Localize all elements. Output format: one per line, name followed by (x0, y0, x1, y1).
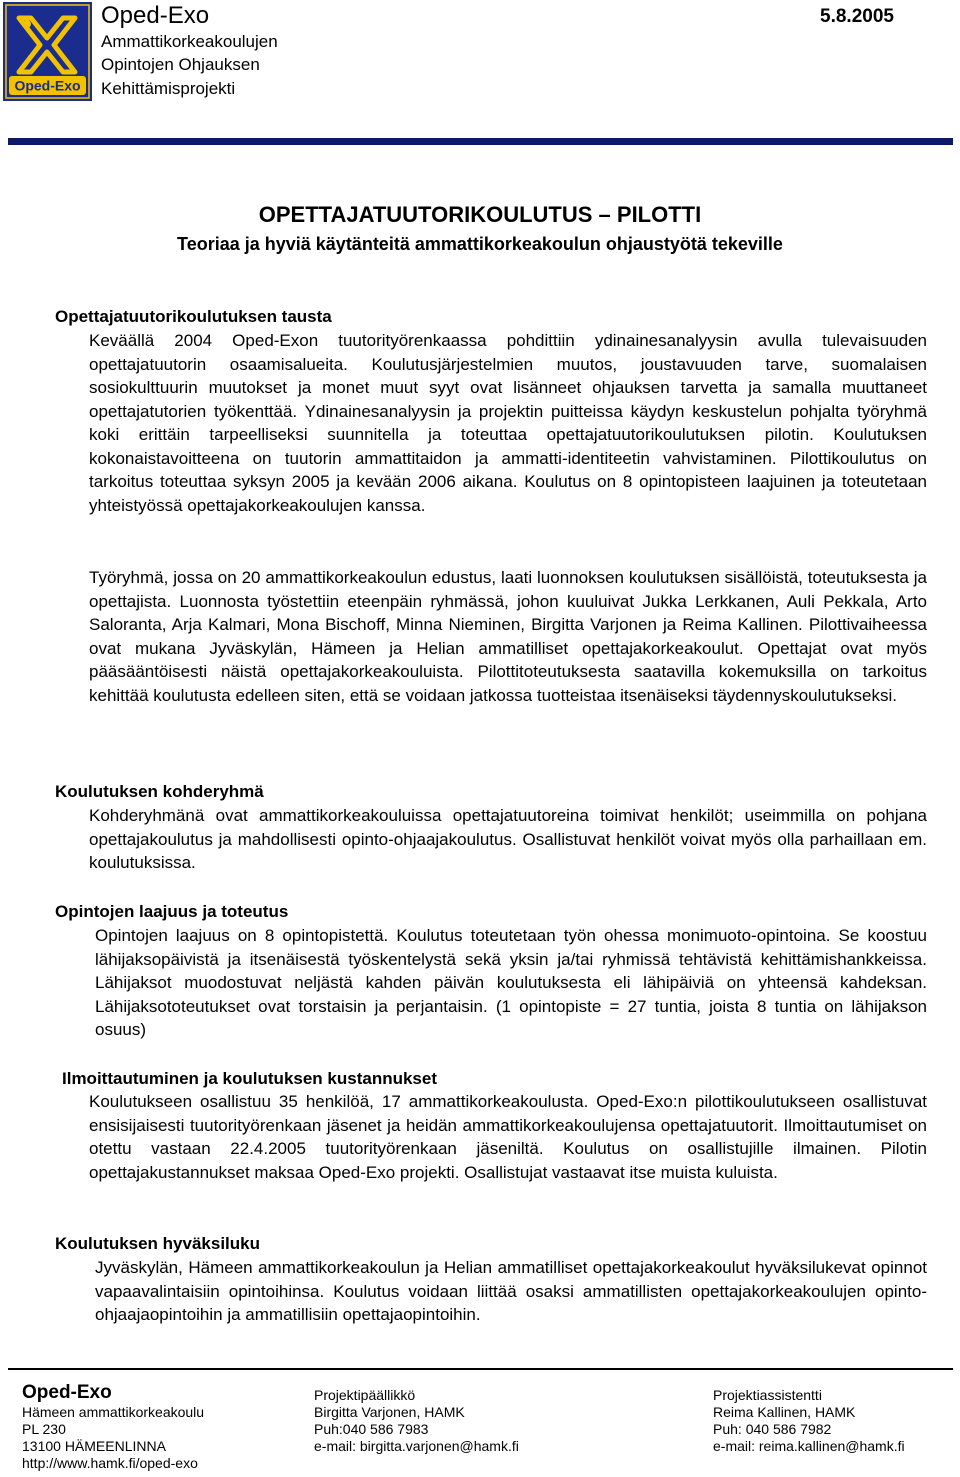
footer-org-line: PL 230 (22, 1421, 66, 1437)
section-paragraph-tausta-2: Työryhmä, jossa on 20 ammattikorkeakoulun edustus, laati luonnoksen koulutuksen sisällöistä, toteutuksesta ja opettajista. Luonnosta työstettiin eteenpäin ryhmässä, johon kuuluivat Jukka Lerkkanen, Auli Pekkala, Arto Saloranta, Arja Kalmari, Mona Bischoff, Minna Nieminen, Birgitta Varjonen ja Reima Kallinen. Pilottivaiheessa ovat mukana Jyväskylän, Hämeen ja Helian ammatilliset opettajakorkeakoulut. Opettajat ovat myös pääsääntöisesti näistä opettajakorkeakouluista. Pilottitoteutuksesta saatavilla kokemuksilla on tarkoitus kehittää koulutusta edelleen siten, että se voidaan jatkossa tuotteistaa itsenäiseksi täydennyskoulutukseksi. (89, 568, 927, 705)
footer-assistant-phone: Puh: 040 586 7982 (713, 1421, 832, 1437)
footer-assistant-email-link[interactable]: e-mail: reima.kallinen@hamk.fi (713, 1438, 905, 1454)
header-divider (8, 138, 953, 145)
footer-org-line: 13100 HÄMEENLINNA (22, 1438, 166, 1454)
header-title: Oped-Exo (101, 2, 210, 29)
header-subtitle-line-2: Opintojen Ohjauksen (101, 55, 260, 74)
section-heading-kohderyhma: Koulutuksen kohderyhmä (55, 782, 264, 801)
footer-manager-name: Birgitta Varjonen, HAMK (314, 1404, 465, 1420)
footer-assistant (713, 1387, 905, 1455)
section-paragraph-hyvaksiluku: Jyväskylän, Hämeen ammattikorkeakoulun ja Helian ammatilliset opettajakorkeakoulut hyväksilukevat opinnot vapaavalintaisiin opintoihinsa. Koulutus voidaan liittää osaksi ammatillisten opettajakorkeakoulujen opinto-ohjaajaopintoihin ja ammatillisiin opettajaopintoihin. (95, 1258, 927, 1324)
footer-manager-email-link[interactable]: e-mail: birgitta.varjonen@hamk.fi (314, 1438, 519, 1454)
section-paragraph-kohderyhma: Kohderyhmänä ovat ammattikorkeakouluissa opettajatuutoreina toimivat henkilöt; useimmilla on pohjana opettajakoulutus ja mahdollisesti opinto-ohjaajakoulutus. Osallistuvat henkilöt voivat myös olla parhaillaan em. koulutuksissa. (89, 806, 927, 872)
section-heading-hyvaksiluku: Koulutuksen hyväksiluku (55, 1234, 260, 1253)
footer-org-line: Hämeen ammattikorkeakoulu (22, 1404, 205, 1420)
header-date: 5.8.2005 (820, 6, 894, 27)
footer-divider (8, 1368, 953, 1370)
oped-exo-logo (3, 2, 92, 101)
footer-org-name: Oped-Exo (22, 1382, 112, 1403)
header-subtitle-line-1: Ammattikorkeakoulujen (101, 32, 278, 51)
footer-org-website-link[interactable]: http://www.hamk.fi/oped-exo (22, 1455, 198, 1471)
footer-assistant-name: Reima Kallinen, HAMK (713, 1404, 856, 1420)
footer-manager (314, 1387, 519, 1455)
document-subtitle: Teoriaa ja hyviä käytänteitä ammattikorkeakoulun ohjaustyötä tekeville (177, 234, 783, 254)
section-heading-tausta: Opettajatuutorikoulutuksen tausta (55, 307, 332, 326)
footer-assistant-role: Projektiassistentti (713, 1387, 822, 1403)
logo-wordmark: Oped-Exo (14, 77, 81, 94)
footer-manager-phone: Puh:040 586 7983 (314, 1421, 429, 1437)
section-paragraph-ilmoittautuminen: Koulutukseen osallistuu 35 henkilöä, 17 ammattikorkeakoulusta. Oped-Exo:n pilottikoulutukseen osallistuvat ensisijaisesti tuutorityörenkaan jäsenet ja heidän ammattikorkeakoulujensa opettajatuutorit. Ilmoittautumiset on otettu vastaan 22.4.2005 tuutorityörenkaan jäseniltä. Koulutus on osallistujille ilmainen. Pilotin opettajakustannukset maksaa Oped-Exo projekti. Osallistujat vastaavat itse muista kuluista. (89, 1092, 927, 1182)
document-title: OPETTAJATUUTORIKOULUTUS – PILOTTI (258, 202, 702, 227)
section-heading-ilmoittautuminen: Ilmoittautuminen ja koulutuksen kustannukset (62, 1069, 437, 1088)
header-subtitle-line-3: Kehittämisprojekti (101, 79, 236, 98)
section-paragraph-laajuus: Opintojen laajuus on 8 opintopistettä. Koulutus toteutetaan työn ohessa monimuoto-opintoina. Se koostuu lähijaksopäivistä ja itsenäisestä työskentelystä sekä yksin ja/tai ryhmissä tehtävistä kehittämishankkeissa. Lähijaksot muodostuvat neljästä kahden päivän koulutuksesta eli lähipäiviä on yhteensä kahdeksan. Lähijaksototeutukset ovat torstaisin ja perjantaisin. (1 opintopiste = 27 tuntia, joista 8 tuntia on lähijakson osuus) (95, 926, 927, 1039)
section-paragraph-tausta-1: Keväällä 2004 Oped-Exon tuutorityörenkaassa pohdittiin ydinainesanalyysin avulla tulevaisuuden opettajatuutorin osaamisalueita. Koulutusjärjestelmien muutos, joustavuuden tarve, suomalaisen sosiokulttuurin muutokset ja monet muut syyt ovat lisänneet ohjauksen tarvetta ja samalla muuttaneet opettajatutorien työkenttää. Ydinainesanalyysin ja projektin puitteissa käydyn keskustelun pohjalta työryhmä koki erittäin tarpeelliseksi suunnitella ja toteuttaa opettajatuutorikoulutuksen pilotin. Koulutuksen kokonaistavoitteena on tuutorin ammattitaidon ja ammatti-identiteetin vahvistaminen. Pilottikoulutus on tarkoitus toteuttaa syksyn 2005 ja kevään 2006 aikana. Koulutus on 8 opintopisteen laajuinen ja toteutetaan yhteistyössä opettajakorkeakoulujen kanssa. (89, 331, 927, 515)
footer-org (22, 1382, 204, 1472)
section-heading-laajuus: Opintojen laajuus ja toteutus (55, 902, 289, 921)
footer-manager-role: Projektipäällikkö (314, 1387, 416, 1403)
